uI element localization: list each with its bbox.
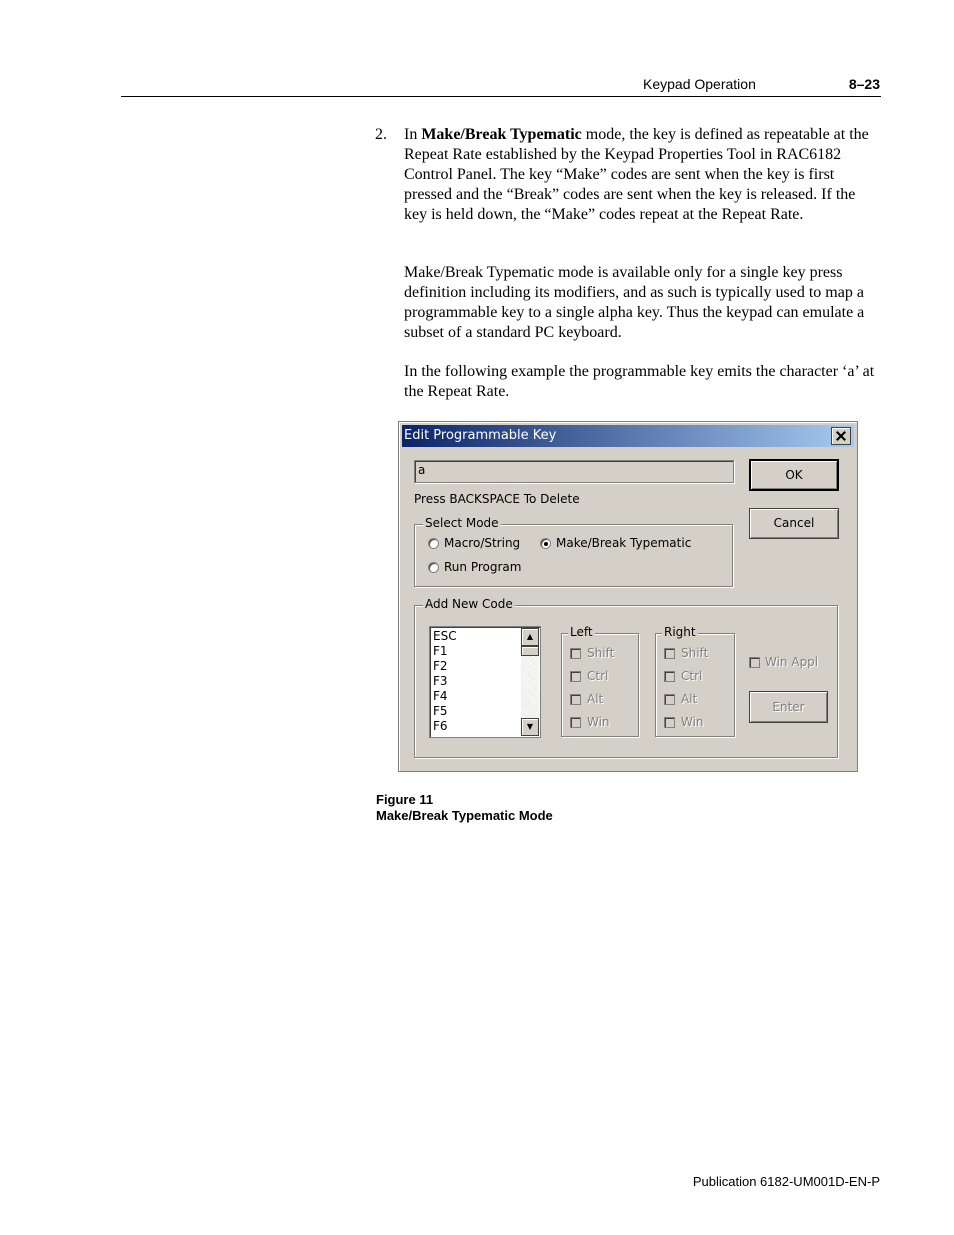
select-mode-group (414, 516, 733, 587)
right-ctrl-label: Ctrl (681, 669, 703, 683)
running-header-section: Keypad Operation (643, 76, 756, 92)
left-win-checkbox[interactable] (570, 717, 581, 728)
list-item[interactable]: F3 (433, 674, 448, 688)
dialog-title: Edit Programmable Key (404, 428, 557, 443)
radio-macro-string[interactable] (428, 538, 439, 549)
left-alt-label: Alt (587, 692, 604, 706)
listbox-scrollbar[interactable] (521, 628, 539, 736)
win-appl-checkbox[interactable] (749, 657, 760, 668)
publication-footer: Publication 6182-UM001D-EN-P (692, 1174, 880, 1189)
left-shift-checkbox[interactable] (570, 648, 581, 659)
left-legend: Left (570, 625, 593, 639)
right-shift-checkbox[interactable] (664, 648, 675, 659)
left-ctrl-checkbox[interactable] (570, 671, 581, 682)
left-ctrl-label: Ctrl (587, 669, 609, 683)
left-win-label: Win (587, 715, 610, 729)
figure-caption: Make/Break Typematic Mode (376, 808, 553, 823)
win-appl-label: Win Appl (765, 655, 819, 669)
list-item-number: 2. (375, 126, 387, 143)
right-win-checkbox[interactable] (664, 717, 675, 728)
right-alt-checkbox[interactable] (664, 694, 675, 705)
select-mode-legend: Select Mode (425, 516, 499, 530)
label-run-program: Run Program (444, 560, 522, 574)
para1-rest: mode, the key is defined as repeatable at the Repeat Rate established by the Keypad Properties Tool in RAC6182 Control Panel. The key “Make” codes are sent when the key is first pressed and the “Break” codes are sent when the key is released. If the key is held down, the “Make” codes repeat at the Repeat Rate. (404, 126, 869, 223)
key-code-listbox[interactable] (429, 626, 541, 738)
running-header-page: 8–23 (848, 76, 880, 92)
left-shift-label: Shift (587, 646, 615, 660)
list-item[interactable]: ESC (433, 629, 457, 643)
cancel-button[interactable]: Cancel (749, 508, 839, 539)
paragraph-availability: Make/Break Typematic mode is available only for a single key press definition including its modifiers, and as such is typically used to map a programmable key to a single alpha key. Thus the keypad can emulate a subset of a standard PC keyboard. (404, 264, 865, 341)
scroll-thumb[interactable] (521, 646, 539, 656)
list-item[interactable]: F2 (433, 659, 448, 673)
ok-button[interactable]: OK (749, 459, 839, 491)
list-item[interactable]: F1 (433, 644, 448, 658)
radio-make-break-typematic[interactable] (540, 538, 551, 549)
paragraph-example: In the following example the programmable key emits the character ‘a’ at the Repeat Rate. (404, 363, 875, 400)
label-macro-string: Macro/String (444, 536, 521, 550)
para1-prefix: In (404, 126, 422, 143)
scroll-down-icon[interactable]: ▼ (521, 718, 539, 736)
label-make-break-typematic: Make/Break Typematic (556, 536, 692, 550)
right-win-label: Win (681, 715, 704, 729)
close-icon[interactable] (831, 427, 851, 445)
edit-programmable-key-dialog (398, 421, 858, 772)
paragraph-make-break (404, 125, 882, 225)
add-new-code-legend: Add New Code (425, 597, 513, 611)
right-ctrl-checkbox[interactable] (664, 671, 675, 682)
list-item[interactable]: F4 (433, 689, 448, 703)
backspace-hint: Press BACKSPACE To Delete (414, 492, 580, 506)
figure-label: Figure 11 (376, 792, 434, 807)
key-definition-field[interactable]: a (414, 460, 734, 483)
para1-bold-term: Make/Break Typematic (421, 126, 582, 143)
radio-run-program[interactable] (428, 562, 439, 573)
list-item[interactable]: F6 (433, 719, 448, 733)
header-rule (121, 96, 881, 97)
dialog-titlebar[interactable] (402, 425, 854, 447)
right-shift-label: Shift (681, 646, 709, 660)
scroll-up-icon[interactable]: ▲ (521, 628, 539, 646)
left-alt-checkbox[interactable] (570, 694, 581, 705)
list-item[interactable]: F5 (433, 704, 448, 718)
enter-button[interactable]: Enter (749, 691, 828, 723)
right-alt-label: Alt (681, 692, 698, 706)
right-legend: Right (664, 625, 696, 639)
